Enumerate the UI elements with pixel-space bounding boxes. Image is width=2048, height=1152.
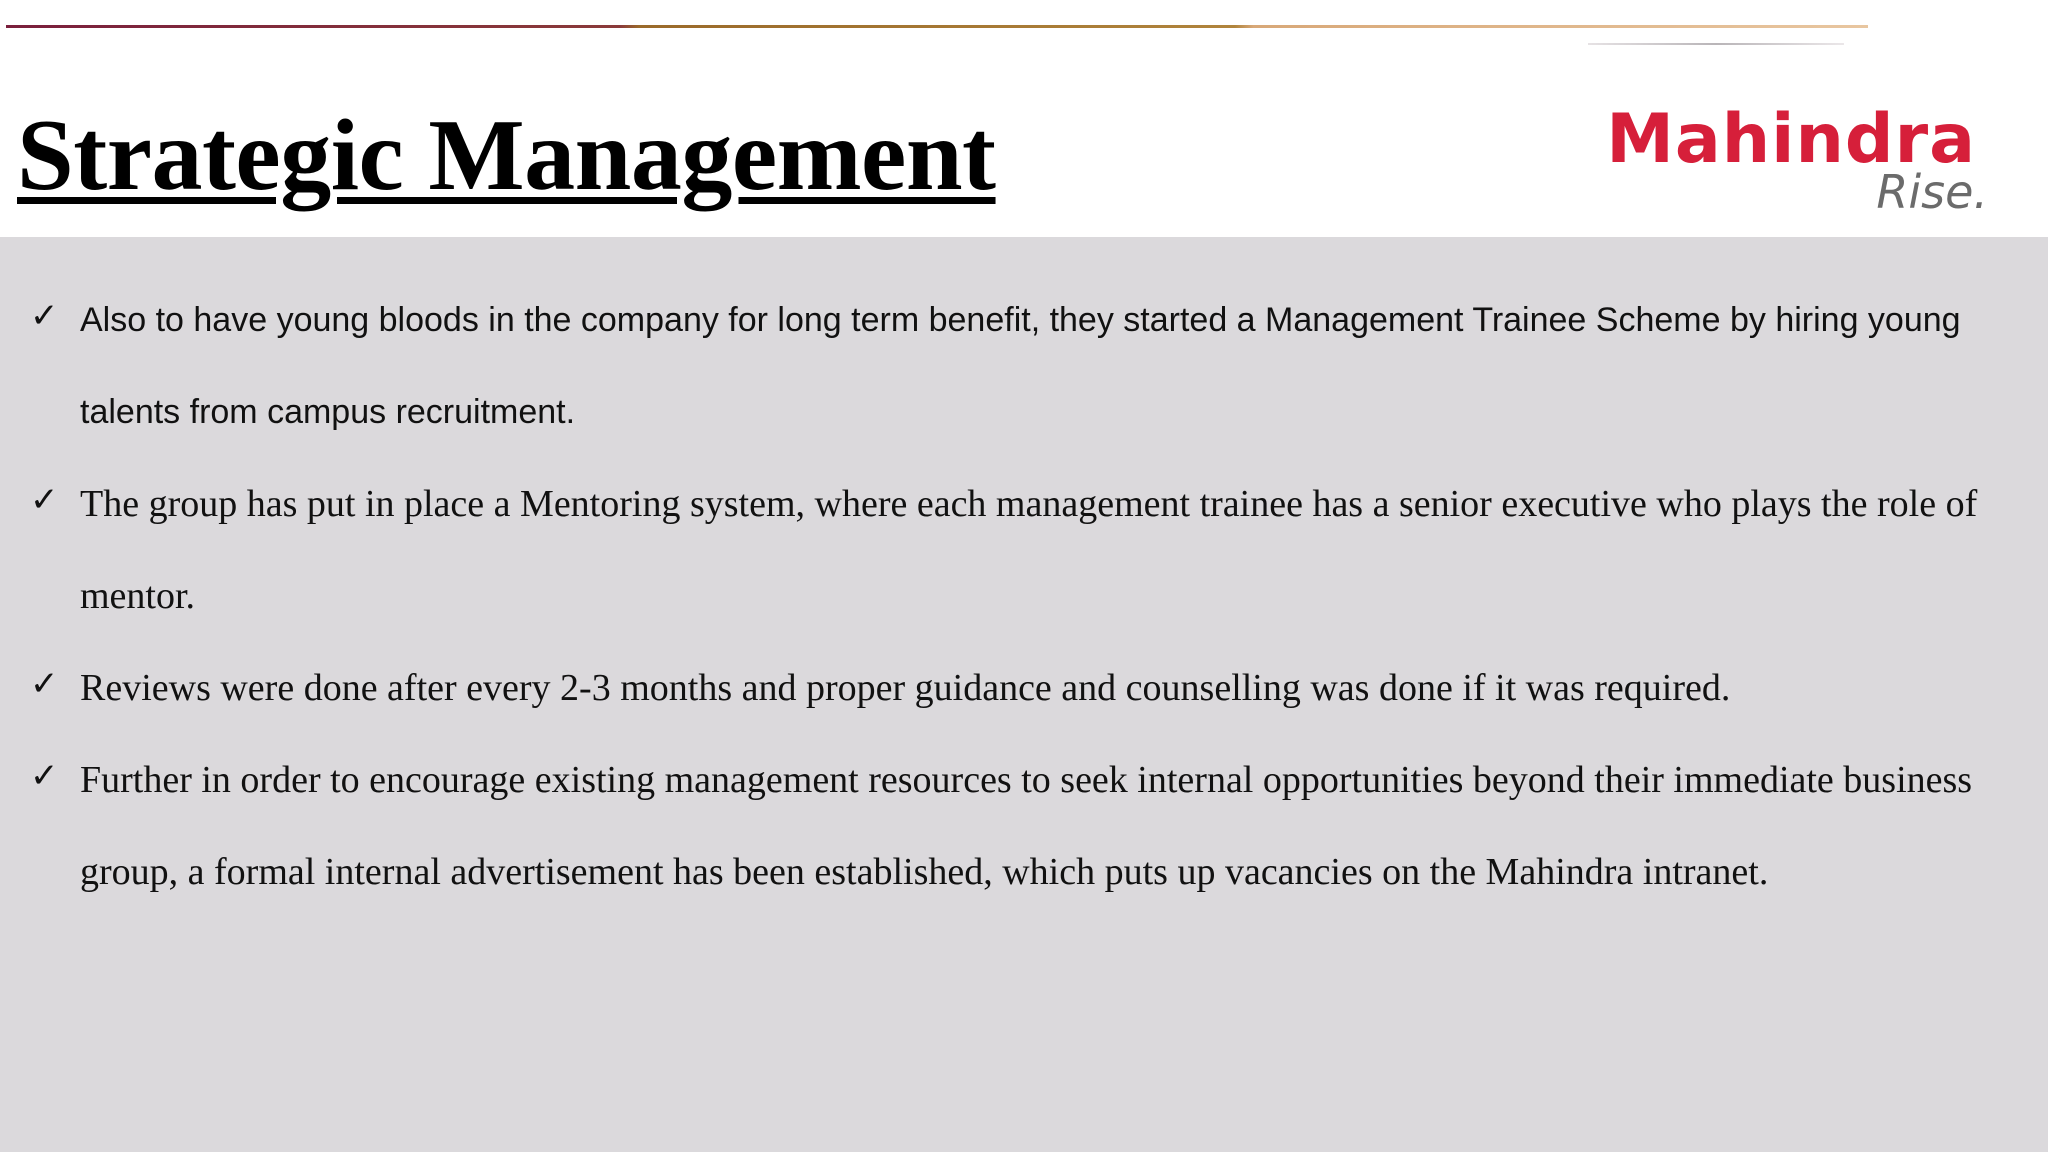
logo-tagline-text: Rise. — [1876, 165, 1988, 219]
check-icon: ✓ — [30, 296, 59, 336]
bullet-text: Reviews were done after every 2-3 months and proper guidance and counselling was done if it was required. — [80, 667, 1731, 709]
decorative-short-rule — [1588, 43, 1844, 45]
page-title: Strategic Management — [17, 99, 996, 212]
check-icon: ✓ — [30, 756, 59, 796]
bullet-list — [0, 274, 2048, 918]
slide-header — [0, 0, 2048, 237]
logo-brand-text: Mahindra — [1606, 100, 1976, 179]
bullet-item — [0, 734, 2048, 918]
bullet-item — [0, 642, 2048, 734]
bullet-text: Also to have young bloods in the company for long term benefit, they started a Management Trainee Scheme by hiring young talents from campus recruitment. — [80, 301, 1961, 431]
bullet-text: Further in order to encourage existing management resources to seek internal opportunities beyond their immediate business group, a formal internal advertisement has been established, which puts up vacancies on the Mahindra intranet. — [80, 759, 1973, 893]
check-icon: ✓ — [30, 664, 59, 704]
bullet-item — [0, 458, 2048, 642]
decorative-top-rule — [6, 25, 1868, 28]
bullet-item — [0, 274, 2048, 458]
mahindra-logo — [1606, 100, 1988, 220]
bullet-text: The group has put in place a Mentoring system, where each management trainee has a senior executive who plays the role of mentor. — [80, 483, 1978, 617]
check-icon: ✓ — [30, 480, 59, 520]
